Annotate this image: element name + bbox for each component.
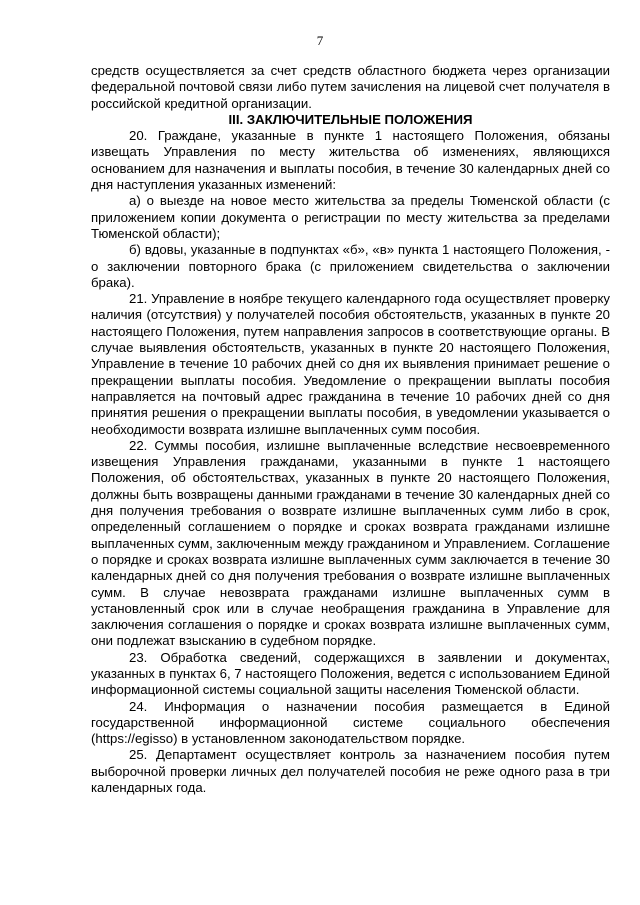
paragraph-21: 21. Управление в ноябре текущего календарного года осуществляет проверку наличия (отсутствия) у получателей пособия обстоятельств, указанных в пункте 20 настоящего Положения, путем направления запросов в соответствующие органы. В случае выявления обстоятельств, указанных в пункте 20 настоящего Положения, Управление в течение 10 рабочих дней со дня их выявления принимает решение о прекращении выплаты пособия. Уведомление о прекращении выплаты пособия направляется на почтовый адрес гражданина в течение 10 рабочих дней со дня принятия решения о прекращении выплаты пособия, в уведомлении указывается о необходимости возврата излишне выплаченных сумм пособия. <box>91 291 610 437</box>
paragraph-20-a: а) о выезде на новое место жительства за пределы Тюменской области (с приложением копии документа о регистрации по месту жительства за пределами Тюменской области); <box>91 193 610 241</box>
page-number: 7 <box>316 33 324 48</box>
paragraph-20: 20. Граждане, указанные в пункте 1 настоящего Положения, обязаны извещать Управления по месту жительства об изменениях, являющихся основанием для назначения и выплаты пособия, в течение 30 календарных дней со дня наступления указанных изменений: <box>91 128 610 193</box>
paragraph-25: 25. Департамент осуществляет контроль за назначением пособия путем выборочной проверки личных дел получателей пособия не реже одного раза в три календарных года. <box>91 747 610 796</box>
paragraph-continuation: средств осуществляется за счет средств областного бюджета через организации федеральной почтовой связи либо путем зачисления на лицевой счет получателя в российской кредитной организации. <box>91 63 610 111</box>
paragraph-24: 24. Информация о назначении пособия размещается в Единой государственной информационной системе социального обеспечения (https://egisso) в установленном законодательством порядке. <box>91 698 610 747</box>
paragraph-20-b: б) вдовы, указанные в подпунктах «б», «в» пункта 1 настоящего Положения, - о заключении повторного брака (с приложением свидетельства о заключении брака). <box>91 242 610 290</box>
paragraph-22: 22. Суммы пособия, излишне выплаченные вследствие несвоевременного извещения Управления гражданами, указанными в пункте 1 настоящего Положения, об обстоятельствах, указанных в пункте 20 настоящего Положения, должны быть возвращены данными гражданами в течение 30 календарных дней со дня получения требования о возврате излишне выплаченных сумм либо в срок, определенный соглашением о порядке и сроках возврата гражданами излишне выплаченных сумм, заключенным между гражданином и Управлением. Соглашение о порядке и сроках возврата излишне выплаченных сумм заключается в течение 30 календарных дней со дня получения требования о возврате излишне выплаченных сумм. В случае невозврата гражданами излишне выплаченных сумм в установленный срок или в случае необращения гражданина в Управление для заключения соглашения о порядке и сроках возврата излишне выплаченных сумм, они подлежат взысканию в судебном порядке. <box>91 437 610 649</box>
document-body <box>91 63 610 796</box>
section-heading: III. ЗАКЛЮЧИТЕЛЬНЫЕ ПОЛОЖЕНИЯ <box>228 111 473 127</box>
paragraph-23: 23. Обработка сведений, содержащихся в заявлении и документах, указанных в пунктах 6, 7 настоящего Положения, ведется с использованием Единой информационной системы социальной защиты населения Тюменской области. <box>91 649 610 698</box>
